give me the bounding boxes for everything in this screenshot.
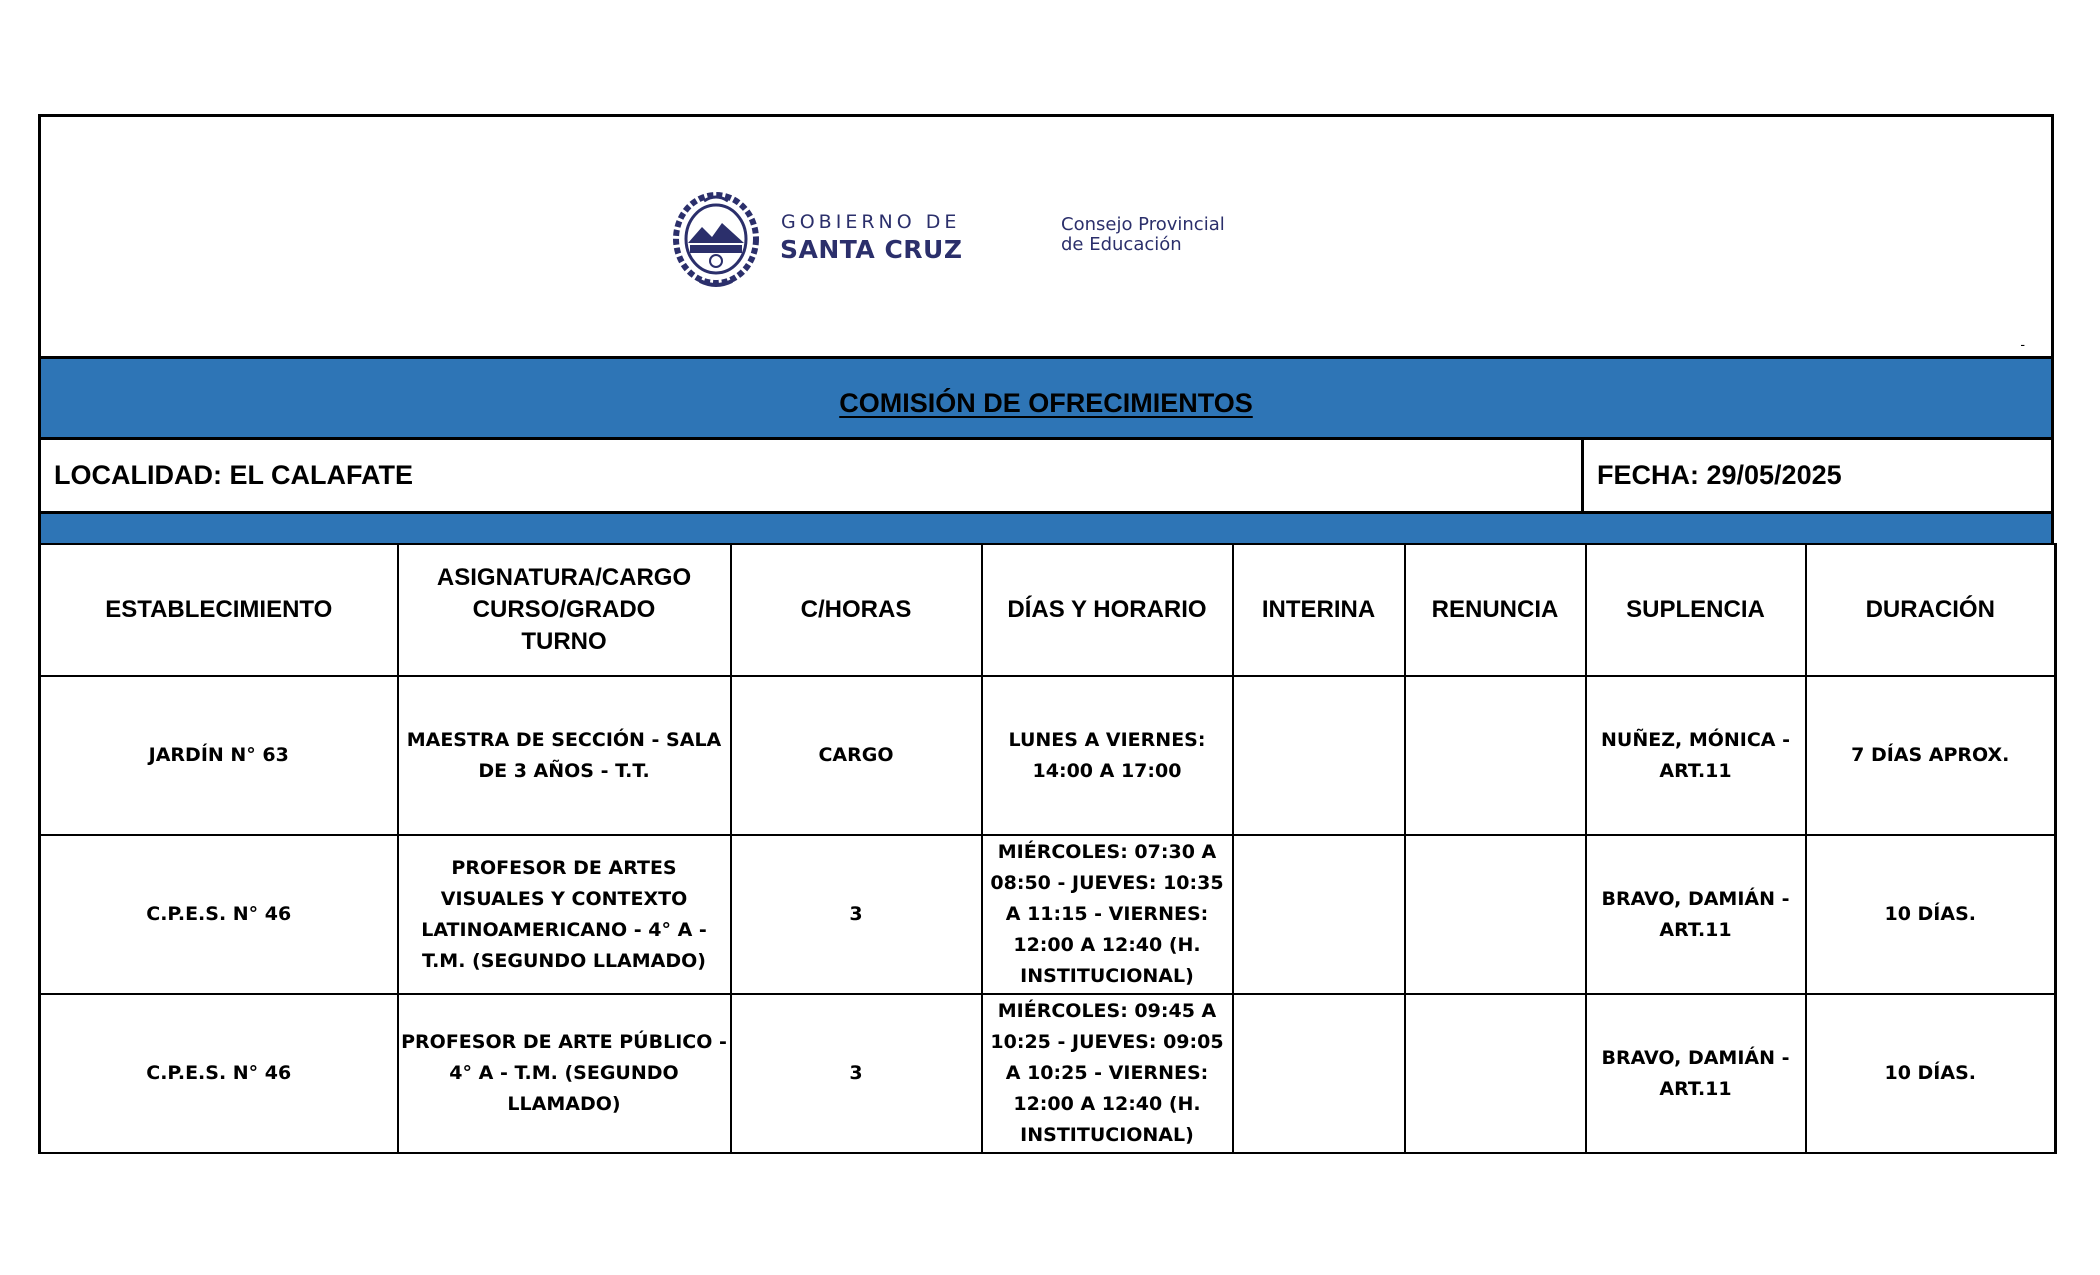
header-box [38, 114, 2054, 356]
cell-suplencia: BRAVO, DAMIÁN - ART.11 [1586, 994, 1806, 1153]
logo-line-2: SANTA CRUZ [780, 235, 963, 264]
corner-mark: - [2020, 336, 2025, 352]
cell-horas: 3 [731, 835, 982, 994]
cell-duracion: 10 DÍAS. [1806, 994, 2056, 1153]
document-title: COMISIÓN DE OFRECIMIENTOS [839, 387, 1253, 418]
cell-establecimiento: C.P.E.S. N° 46 [40, 835, 398, 994]
column-header-horas: C/HORAS [731, 544, 982, 676]
table-header-row [40, 544, 2056, 676]
table-row [40, 835, 2056, 994]
offers-table [38, 543, 2057, 1154]
column-header-horario: DÍAS Y HORARIO [982, 544, 1233, 676]
localidad-label: LOCALIDAD: EL CALAFATE [41, 440, 1584, 511]
org-name-line-1: Consejo Provincial [1061, 214, 1225, 235]
provincial-crest-icon [670, 191, 762, 291]
cell-interina [1233, 994, 1405, 1153]
column-header-suplencia: SUPLENCIA [1586, 544, 1806, 676]
cell-horario: MIÉRCOLES: 09:45 A 10:25 - JUEVES: 09:05 A 10:25 - VIERNES: 12:00 A 12:40 (H. INSTITUCIONAL) [982, 994, 1233, 1153]
cell-horario: MIÉRCOLES: 07:30 A 08:50 - JUEVES: 10:35 A 11:15 - VIERNES: 12:00 A 12:40 (H. INSTITUCIONAL) [982, 835, 1233, 994]
cell-establecimiento: JARDÍN N° 63 [40, 676, 398, 835]
cell-horario: LUNES A VIERNES: 14:00 A 17:00 [982, 676, 1233, 835]
cell-horas: 3 [731, 994, 982, 1153]
cell-establecimiento: C.P.E.S. N° 46 [40, 994, 398, 1153]
column-header-renuncia: RENUNCIA [1405, 544, 1586, 676]
title-band [38, 356, 2054, 440]
cell-horas: CARGO [731, 676, 982, 835]
cell-suplencia: NUÑEZ, MÓNICA - ART.11 [1586, 676, 1806, 835]
column-header-interina: INTERINA [1233, 544, 1405, 676]
logo-line-1: GOBIERNO DE [781, 211, 961, 233]
document-sheet [38, 114, 2054, 1154]
cell-suplencia: BRAVO, DAMIÁN - ART.11 [1586, 835, 1806, 994]
table-row [40, 994, 2056, 1153]
location-date-row [38, 440, 2054, 514]
column-header-establecimiento: ESTABLECIMIENTO [40, 544, 398, 676]
column-header-duracion: DURACIÓN [1806, 544, 2056, 676]
fecha-label: FECHA: 29/05/2025 [1597, 460, 1842, 490]
government-logo [670, 191, 1270, 291]
cell-asignatura: PROFESOR DE ARTES VISUALES Y CONTEXTO LATINOAMERICANO - 4° A - T.M. (SEGUNDO LLAMADO) [398, 835, 731, 994]
spacer-band [38, 514, 2054, 543]
table-row [40, 676, 2056, 835]
org-name-line-2: de Educación [1061, 234, 1182, 255]
cell-renuncia [1405, 835, 1586, 994]
cell-interina [1233, 835, 1405, 994]
cell-interina [1233, 676, 1405, 835]
cell-duracion: 7 DÍAS APROX. [1806, 676, 2056, 835]
cell-renuncia [1405, 676, 1586, 835]
cell-duracion: 10 DÍAS. [1806, 835, 2056, 994]
cell-asignatura: PROFESOR DE ARTE PÚBLICO - 4° A - T.M. (SEGUNDO LLAMADO) [398, 994, 731, 1153]
column-header-asignatura: ASIGNATURA/CARGO CURSO/GRADO TURNO [398, 544, 731, 676]
cell-renuncia [1405, 994, 1586, 1153]
cell-asignatura: MAESTRA DE SECCIÓN - SALA DE 3 AÑOS - T.T. [398, 676, 731, 835]
